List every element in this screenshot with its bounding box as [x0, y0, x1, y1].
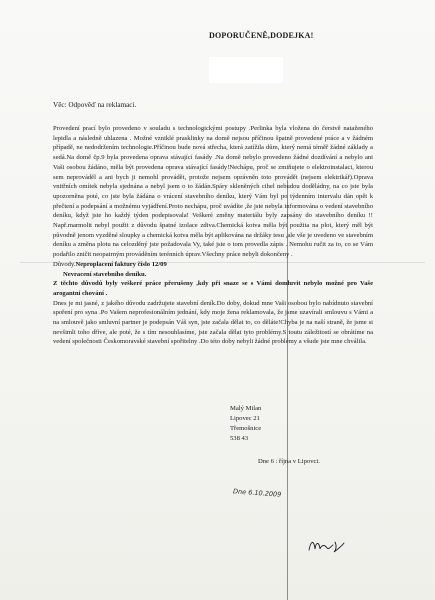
sender-name: Malý Milan: [230, 405, 262, 412]
reason-invoice: Neproplacení faktury číslo 12/09: [75, 260, 167, 268]
handwritten-date: Dne 6.10.2009: [232, 487, 282, 499]
sender-street: Lipovec 21: [230, 415, 260, 422]
signature: [306, 534, 346, 556]
closing-date-line: Dne 6 : října v Lipovci.: [258, 458, 320, 465]
body-paragraph-conclusion: Z těchto důvodů byly veškeré práce přerušeny ,kdy při snaze se s Vámi domluvit nebylo možné pro Vaše arogantní chování .: [53, 280, 373, 297]
subject-line: Věc: Odpověď na reklamaci.: [53, 101, 137, 109]
body-paragraph-reasons: [53, 260, 373, 270]
letter-header: DOPORUČENĚ,DODEJKA!: [209, 31, 314, 40]
sender-city: Třemošnice: [230, 425, 262, 432]
sender-zip: 538 43: [230, 435, 249, 442]
sender-address: [230, 404, 261, 444]
reason-diary: Nevracení stavebního deníku.: [63, 270, 147, 278]
redacted-recipient: [209, 57, 283, 83]
body-paragraph-2: Dnes je mi jasné, z jakého důvodu zadržujete stavební deník.Do doby, dokud mne Vaši osobou bylo nabídnuto stavební spoření pro syna .Po Vašem neprofesionálním jednání, kdy moje žena reklamovala, že jsme uzavírali smlouvu s Vámi a na smlouvě jako smluvní partner je podepsán Váš syn, jste začala dělat to, co děláte!Chyba je na naší straně, že jsme si nevšimli toho dříve, ale poté, že s tím nesouhlasíme, jste začala dělat tyto problémy.S toutu záležitostí se obrátíme na vedení společnosti Českomoravské stavební spořitelny .Do této doby nebyli žádné problémy a všude jste mne chválila.: [53, 299, 373, 346]
letter-body: [53, 124, 373, 347]
body-paragraph-1: Provedení prací bylo provedeno v souladu s technologickými postupy .Perlinka byla vložena do čerstvě nataženého lepidla a následně uhlazena . Možné vzniklé prasklinky na domě nejsou příčinou špatně provedené práce a v žádném případě, ne nedodržením technologie.Příčinou bude nová střecha, která zatížila dům, který nemá téměř žádné základy a sedá.Na domě čp.9 byla provedena oprava stávající fasády .Na domě nebylo provedeno žádné dozdívání a nebylo ani Vaši osobou žádáno, měla být provedena oprava stávající fasády!Nechápu, proč se zmiňujete o elektroinstalaci, kterou sem neprováděl a ani bych ji nemohl provádět, protože nejsem oprávněn toto provádět (nejsem elektrikář).Oprava vnitřních omítek nebyla sjednána a nebyl jsem o to žádán.Spáry skleněných cihel nebudou doděládny, na co jste byla upozorněna poté, co jste byla žádána o vrácení stavebního deníku, který Vám byl po týdenním intervalu dán opět k přečtení a podepsání a možnému vyjádření.Proto nechápu, proč uvádíte ,že jste nebyla informována o vedení stavebního deníku, když jste ho každý týden podepisovala! Veškeré změny materiálu byly zapsány do stavebního deníku !! Např.marmolit nebyl použit z důvodu špatné izolace zdiva.Chemická kotva měla být použita na plot, který měl být původně jenom vyzděné sloupky a chemická kotva měla být aplikována na držáky tesu ,ale vše je uvedeno ve stavebním deníku a změna plotu na celozděný jste požadovala Vy, také jste o tom provedla zápis . Nemohu ručit za to, co se Vám podařilo zničit neopatrným prováděním terénních úprav.Všechny práce nebyli dokončeny .: [53, 125, 373, 259]
reasons-label: Důvody.: [53, 260, 76, 268]
